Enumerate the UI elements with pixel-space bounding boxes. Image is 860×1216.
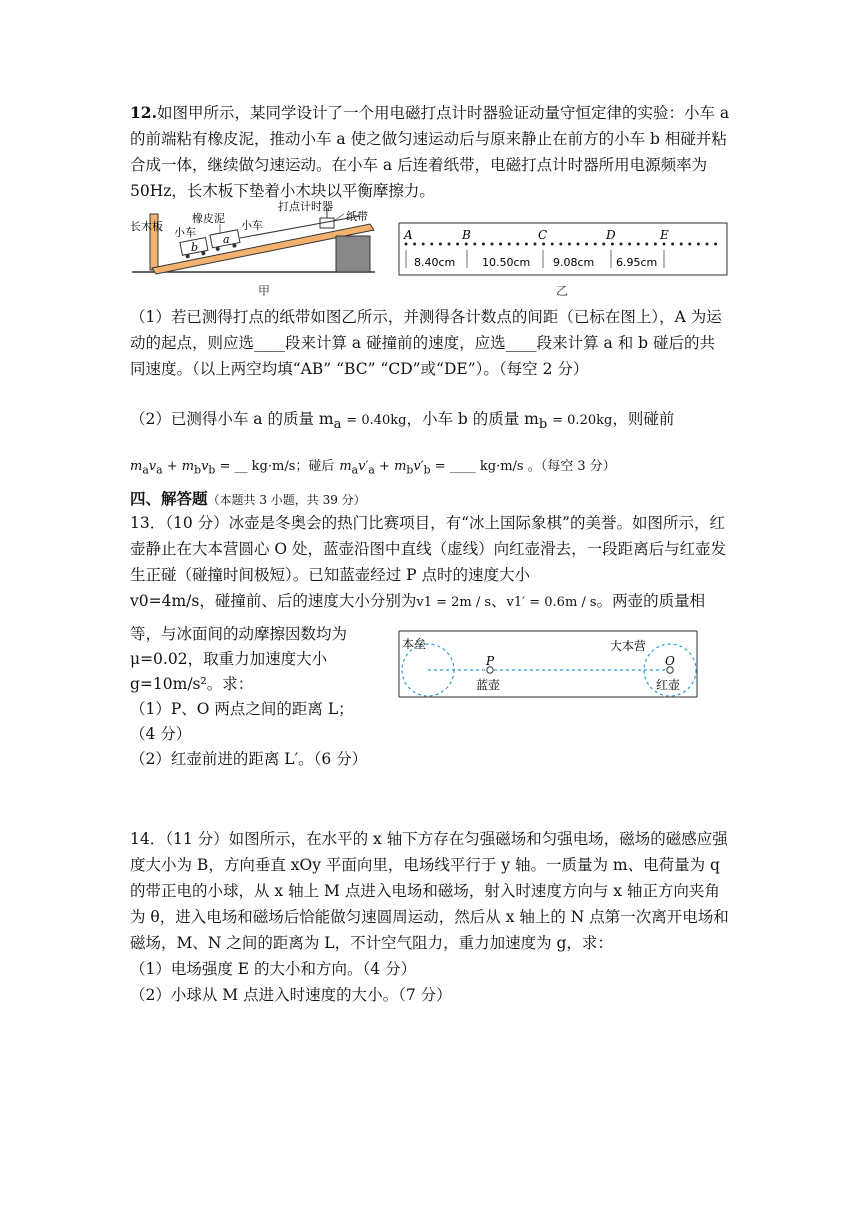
label-timer: 打点计时器 <box>278 200 333 213</box>
tape-dot <box>654 243 657 246</box>
section-title: 四、解答题（本题共 3 小题，共 39 分） <box>130 489 366 508</box>
tape-dot <box>577 243 580 246</box>
tape-dot <box>405 243 408 246</box>
tape-dot <box>491 243 494 246</box>
label-house: 大本营 <box>610 639 647 653</box>
label-board: 长木板 <box>130 220 163 233</box>
tape-dot <box>534 243 537 246</box>
tape-dot <box>473 243 476 246</box>
label-home: 本垒 <box>402 637 427 651</box>
tape-dot <box>525 243 528 246</box>
tape-dot <box>680 243 683 246</box>
tape-dot <box>551 243 554 246</box>
label-P: P <box>486 654 495 668</box>
tape-dot <box>422 243 425 246</box>
q13-intro: 13．（10 分）冰壶是冬奥会的热门比赛项目，有“冰上国际象棋”的美誉。如图所示，红壶静止在大本营圆心 O 处，蓝壶沿图中直线（虚线）向红壶滑去，一段距离后与红壶发生正碰（碰撞时间极短）。已知蓝壶经过 P 点时的速度大小 <box>130 514 727 584</box>
tape-dot <box>456 243 459 246</box>
tape-dot <box>611 243 614 246</box>
q12-part2-line1: （2）已测得小车 a 的质量 $m_a = 0.40kg$，小车 b 的质量 $m_b = 0.20kg$，则碰前 <box>130 410 675 433</box>
label-cart-b: 小车 <box>174 226 196 239</box>
q12-part2-line2: $m_av_a + m_bv_b$ = __ kg·m/s；碰后 $m_av'_a + m_bv'_b$ = ____ kg·m/s 。（每空 3 分） <box>130 459 616 477</box>
q14-q1: （1）电场强度 E 的大小和方向。（4 分） <box>130 960 417 978</box>
tape-dot <box>439 243 442 246</box>
tape-dot <box>465 243 468 246</box>
label-O: O <box>665 654 675 668</box>
q14-q2: （2）小球从 M 点进入时速度的大小。（7 分） <box>130 986 452 1004</box>
figure-yi <box>398 222 730 278</box>
point-C: C <box>538 228 548 242</box>
tape-dot <box>413 243 416 246</box>
caption-jia: 甲 <box>258 284 271 298</box>
label-cart-a: 小车 <box>241 219 263 232</box>
label-red: 红壶 <box>656 678 681 692</box>
tape-dot <box>516 243 519 246</box>
tape-dot <box>637 243 640 246</box>
tape-dot <box>663 243 666 246</box>
q12-text: 12.如图甲所示，某同学设计了一个用电磁打点计时器验证动量守恒定律的实验：小车 a 的前端粘有橡皮泥，推动小车 a 使之做匀速运动后与原来静止在前方的小车 b 相碰并粘合成一体，继续做匀速运动。在小车 a 后连着纸带，电磁打点计时器所用电源频率为50Hz，长木板下垫着小木块以平衡摩擦力。 <box>130 103 730 200</box>
tape-dot <box>645 243 648 246</box>
figure-jia <box>130 196 380 300</box>
q12-number: 12. <box>130 103 157 122</box>
tape-dot <box>499 243 502 246</box>
tape-dot <box>602 243 605 246</box>
gap-BC: 10.50cm <box>482 256 531 269</box>
tape-dot <box>697 243 700 246</box>
q13-body: 等，与冰面间的动摩擦因数均为 μ=0.02，取重力加速度大小 g=10m/s²。求： （1）P、O 两点之间的距离 L； （4 分） （2）红壶前进的距离 L′。（6 分） <box>130 625 368 768</box>
tape-dot <box>620 243 623 246</box>
tape-dot <box>706 243 709 246</box>
q14-text: 14．（11 分）如图所示，在水平的 x 轴下方存在匀强磁场和匀强电场，磁场的磁感应强度大小为 B，方向垂直 xOy 平面向里，电场线平行于 y 轴。一质量为 m、电荷量为 q 的带正电的小球，从 x 轴上 M 点进入电场和磁场，射入时速度方向与 x 轴正方向夹角为 θ，进入电场和磁场后恰能做匀速圆周运动，然后从 x 轴上的 N 点第一次离开电场和磁场，M、N 之间的距离为 L，不计空气阻力，重力加速度为 g，求： <box>130 830 729 952</box>
label-a: a <box>223 233 230 246</box>
figure-curling <box>398 630 700 700</box>
label-blue: 蓝壶 <box>476 678 501 692</box>
point-B: B <box>462 228 471 242</box>
caption-yi: 乙 <box>556 284 569 298</box>
q12-part1: （1）若已测得打点的纸带如图乙所示，并测得各计数点的间距（已标在图上），A 为运动的起点，则应选____段来计算 a 碰撞前的速度，应选____段来计算 a 和 b 碰后的共同速度。（以上两空均填“AB” “BC” “CD”或“DE”）。（每空 2 分） <box>130 308 722 378</box>
q13-speeds: v0=4m/s，碰撞前、后的速度大小分别为v1 = 2m / s、v1′ = 0.6m / s。两壶的质量相 <box>130 592 706 610</box>
tape-dot <box>594 243 597 246</box>
point-E: E <box>660 228 669 242</box>
tape-dot <box>542 243 545 246</box>
gap-AB: 8.40cm <box>414 256 456 269</box>
tape-dot <box>671 243 674 246</box>
gap-CD: 9.08cm <box>553 256 595 269</box>
tape-dot <box>448 243 451 246</box>
label-b: b <box>191 241 199 254</box>
tape-dot <box>628 243 631 246</box>
tape-dot <box>430 243 433 246</box>
tape-dot <box>688 243 691 246</box>
tape-dot <box>585 243 588 246</box>
point-A: A <box>404 228 413 242</box>
tape-dot <box>714 243 717 246</box>
gap-DE: 6.95cm <box>616 256 658 269</box>
tape-dot <box>559 243 562 246</box>
label-tape: 纸带 <box>346 210 368 223</box>
tape-dot <box>568 243 571 246</box>
point-D: D <box>606 228 616 242</box>
tape-dot <box>508 243 511 246</box>
tape-dot <box>482 243 485 246</box>
label-rubber: 橡皮泥 <box>192 212 225 225</box>
